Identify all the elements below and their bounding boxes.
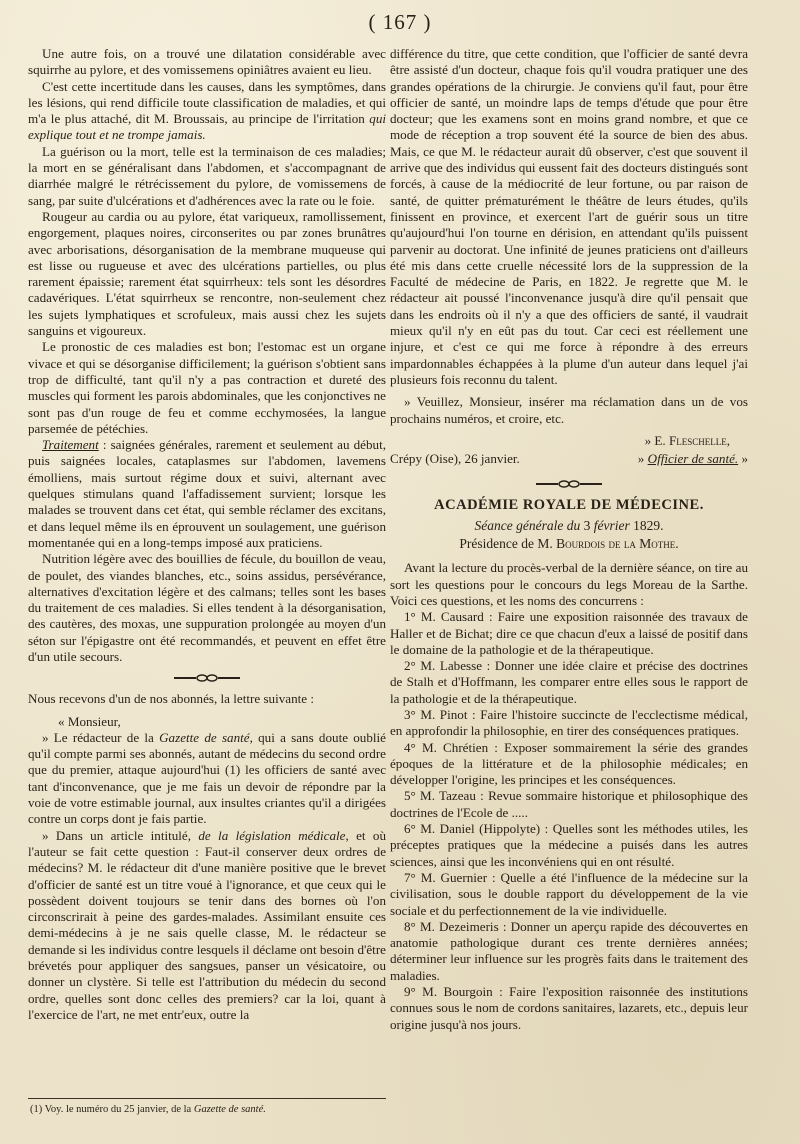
paragraph: Rougeur au cardia ou au pylore, état variqueux, ramollissement, engorgement, plaques noires, circonserites ou par zones brunâtres avec arborisations, désorganisation de la membrane muqueuse qui est lisse ou rugueuse et avec des ulcérations partielles, ou plus rarement épaissie; rarement état squirrheux: tels sont les désordres cadavériques. L'état squirrheux se rencontre, non-seulement chez les sujets lymphatiques et scrofuleux, mais aussi chez les sujets sanguins et vigoureux. — [28, 208, 386, 339]
paragraph — [28, 730, 386, 828]
signature-row — [390, 451, 748, 467]
text: » E. — [644, 432, 669, 448]
ornament-divider — [172, 673, 242, 683]
italic-title: Gazette de santé. — [193, 1104, 266, 1115]
text: février — [593, 517, 630, 533]
list-item: 7° M. Guernier : Quelle a été l'influence de la médecine sur la civilisation, sous le double rapport du développement de la vie sociale et du perfectionnement de la vie individuelle. — [390, 869, 748, 918]
text: » — [637, 451, 648, 467]
list-item: 5° M. Tazeau : Revue sommaire historique et philosophique des doctrines de l'Ecole de ..... — [390, 788, 748, 820]
paragraph: Nous recevons d'un de nos abonnés, la lettre suivante : — [28, 691, 314, 707]
list-item: 8° M. Dezeimeris : Donner un aperçu rapide des découvertes en anatomie pathologique durant ces trente dernières années; déterminer leur influence sur les progrès faits dans le traitement des maladies. — [390, 918, 748, 983]
text: » Le rédacteur de la — [42, 729, 160, 745]
italic-quote: qui explique tout et ne trompe jamais. — [28, 111, 386, 143]
text: C'est cette incertitude dans les causes, dans les symptômes, dans les lésions, qui rend difficile toute classification de maladies, et qui m'a le plus attaché, dit M. Broussais, au principe de l'irritation — [28, 78, 386, 127]
president-name: Bourdois de la Mothe. — [556, 536, 679, 552]
list-item: 3° M. Pinot : Faire l'histoire succincte de l'ecclectisme médical, en approfondir la philosophie, en tirer des conséquences pratiques. — [390, 706, 748, 739]
text: » — [738, 451, 748, 467]
paragraph: Le pronostic de ces maladies est bon; l'estomac est un organe vivace et qui se désorganise difficilement; la guérison s'obtient sans trop de difficulté, tant qu'il n'y a pas contraction et dureté des muscles qui forment les parois abdominales, que les conjonctives ne sont pas d'un rouge de feu et comme ecchymosées, la langue parsemée de pétéchies. — [28, 339, 386, 436]
text: , — [726, 432, 730, 448]
paragraph — [28, 79, 386, 144]
footnote-rule — [28, 1098, 386, 1099]
italic-heading: Traitement — [42, 437, 99, 453]
session-date — [390, 518, 748, 534]
text: Séance générale du — [474, 517, 581, 533]
ornament-divider — [534, 479, 604, 489]
footnote — [30, 1103, 388, 1116]
text: » Dans un article intitulé, — [42, 827, 199, 843]
signature-place: Crépy (Oise), 26 janvier. — [390, 451, 520, 467]
signature-title — [638, 451, 748, 467]
text: : saignées générales, rarement et seulement au début, puis saignées locales, cataplasmes sur l'abdomen, lavemens émolliens, mais surtout régime doux et suivi, alternant avec quelques stimulans quand l'affadissement survient; lorsque les malades se trouvent dans cet état, qui semble réclamer des excitans, et dans lequel même ils en éprouvent un soulagement, une guérison momentanée qui en a long-temps imposé aux praticiens. — [28, 437, 386, 550]
section-heading: ACADÉMIE ROYALE DE MÉDECINE. — [434, 497, 704, 514]
paragraph — [28, 437, 386, 551]
right-column — [390, 46, 748, 1033]
text: 1829. — [629, 517, 664, 533]
italic-title: Officier de santé. — [647, 451, 739, 467]
paragraph: Avant la lecture du procès-verbal de la dernière séance, on tire au sort les questions pour le concours du legs Moreau de la Sarthe. Voici ces questions, et les noms des concurrens : — [390, 560, 748, 608]
text: Présidence de M. — [459, 536, 557, 552]
list-item: 9° M. Bourgoin : Faire l'exposition raisonnée des institutions connues sous le nom de cordons sanitaires, lazarets, etc., depuis leur origine jusqu'à nos jours. — [390, 984, 748, 1032]
paragraph: différence du titre, que cette condition, que l'officier de santé devra être assisté d'un docteur, chaque fois qu'il voudra pratiquer une des grandes opérations de la chirurgie. Je conviens qu'il faut, pour être officier de santé, un moindre laps de temps d'étude que pour être docteur; que les examens sont en moins grand nombre, et que ce mode de réception a trop souvent été la source de bien des abus. Mais, ce que M. le rédacteur aurait dû observer, c'est que souvent il arrive que des individus qui eussent fait des docteurs distingués sont forcés, à cause de la médiocrité de leur fortune, ou par raison de santé, de quitter prématurément le théâtre de leurs études, qu'ils finissent en province, et exercent l'art de guérir sous un titre qu'aujourd'hui l'on tourne en dérision, en attendant qu'ils puissent parvenir au doctorat. Une infinité de jeunes praticiens ont d'ailleurs été mis dans cette cruelle nécessité lors de la suppression de la Faculté de médecine de Paris, en 1822. Je regrette que M. le rédacteur ait poussé l'inconvenance jusqu'à dire qu'il pensait que dans les endroits où il n'y a que des officiers de santé, il vaudrait mieux qu'il n'y en eût pas du tout. Car ceci est réellement une injure, et c'est ce qui me force à répondre à des erreurs impardonnables échappées à la plume d'un auteur dans lequel j'ai plusieurs fois reconnu du talent. — [390, 46, 748, 387]
salutation: « Monsieur, — [58, 713, 121, 729]
list-item: 4° M. Chrétien : Exposer sommairement la série des grandes époques de la littérature et de la philosophie médicales; en développer l'origine, les principes et les conséquences. — [390, 739, 748, 788]
text: 3 — [580, 517, 594, 533]
text: , et où l'auteur se fait cette question : Faut-il conserver deux ordres de médecins? M. le rédacteur dit d'une manière positive que le brevet d'officier de santé est un titre voué à l'ignorance, et que ceux qui le possèdent doivent toujours se tenir dans des bornes où l'on circonscrirait à peine des gardes-malades. Assimilant ensuite ces demi-médecins à je ne sais quelle classe, M. le rédacteur se demande si les individus contre lesquels il déclame ont besoin d'être brévetés pour appliquer des sangsues, panser un vésicatoire, ou donner un clystère. Si telle est l'attribution du médecin du second ordre, quelles sont donc celles des premiers? car la loi, quant à l'exercice de l'art, ne met entr'eux, outre la — [28, 827, 386, 1022]
signature-name — [390, 433, 748, 449]
paragraph: » Veuillez, Monsieur, insérer ma réclamation dans un de vos prochains numéros, et croire, etc. — [390, 394, 748, 426]
paragraph: Nutrition légère avec des bouillies de fécule, du bouillon de veau, de poulet, des viandes blanches, etc., soins assidus, persévérance, alternatives d'excitation légère et des calmans; telles sont les bases du traitement de ces maladies. Si elles tendent à la désorganisation, des cautères, des moxas, une suppuration prolongée au moyen d'un séton sur l'épigastre ont été recommandés, et peuvent en effet être d'un utile secours. — [28, 551, 386, 664]
paragraph: Une autre fois, on a trouvé une dilatation considérable avec squirrhe au pylore, et des vomissemens opiniâtres avaient eu lieu. — [28, 46, 386, 78]
paragraph: La guérison ou la mort, telle est la terminaison de ces maladies; la mort en se généralisant dans l'abdomen, et s'accompagnant de diarrhée malgré le rétrécissement du pylore, de vomissemens de sang, par suite d'ulcérations et d'adhérences avec la rate ou le foie. — [28, 143, 386, 208]
paragraph — [28, 828, 386, 1024]
left-column — [28, 46, 386, 1023]
page-number: ( 167 ) — [368, 10, 432, 34]
italic-title: Gazette de santé — [159, 729, 250, 745]
list-item: 2° M. Labesse : Donner une idée claire et précise des doctrines de Stalh et d'Hoffmann, les comparer entre elles sous le rapport de la pathologie et de la thérapeutique. — [390, 658, 748, 706]
list-item: 6° M. Daniel (Hippolyte) : Quelles sont les méthodes utiles, les préceptes pratiques que la médecine a puisés dans les autres sciences, ainsi que les inconvéniens qui en ont résulté. — [390, 821, 748, 869]
italic-title: de la législation médicale — [198, 827, 346, 843]
signatory-name: Fleschelle — [668, 432, 727, 448]
presidency-line — [390, 536, 748, 552]
text: (1) Voy. le numéro du 25 janvier, de la — [30, 1104, 194, 1115]
list-item: 1° M. Causard : Faire une exposition raisonnée des travaux de Haller et de Bichat; dire ce que chacun d'eux a laissé de positif dans le domaine de la pathologie et de la thérapeutique. — [390, 609, 748, 657]
text: , qui a sans doute oublié qu'il compte parmi ses abonnés, autant de médecins du second ordre que du premier, attaque aujourd'hui (1) les officiers de santé avec tant d'inconvenance, que je me fais un devoir de répondre par la voie de votre estimable journal, aux insultes criantes qu'il a dirigées contre un corps dont je fais partie. — [28, 729, 386, 827]
